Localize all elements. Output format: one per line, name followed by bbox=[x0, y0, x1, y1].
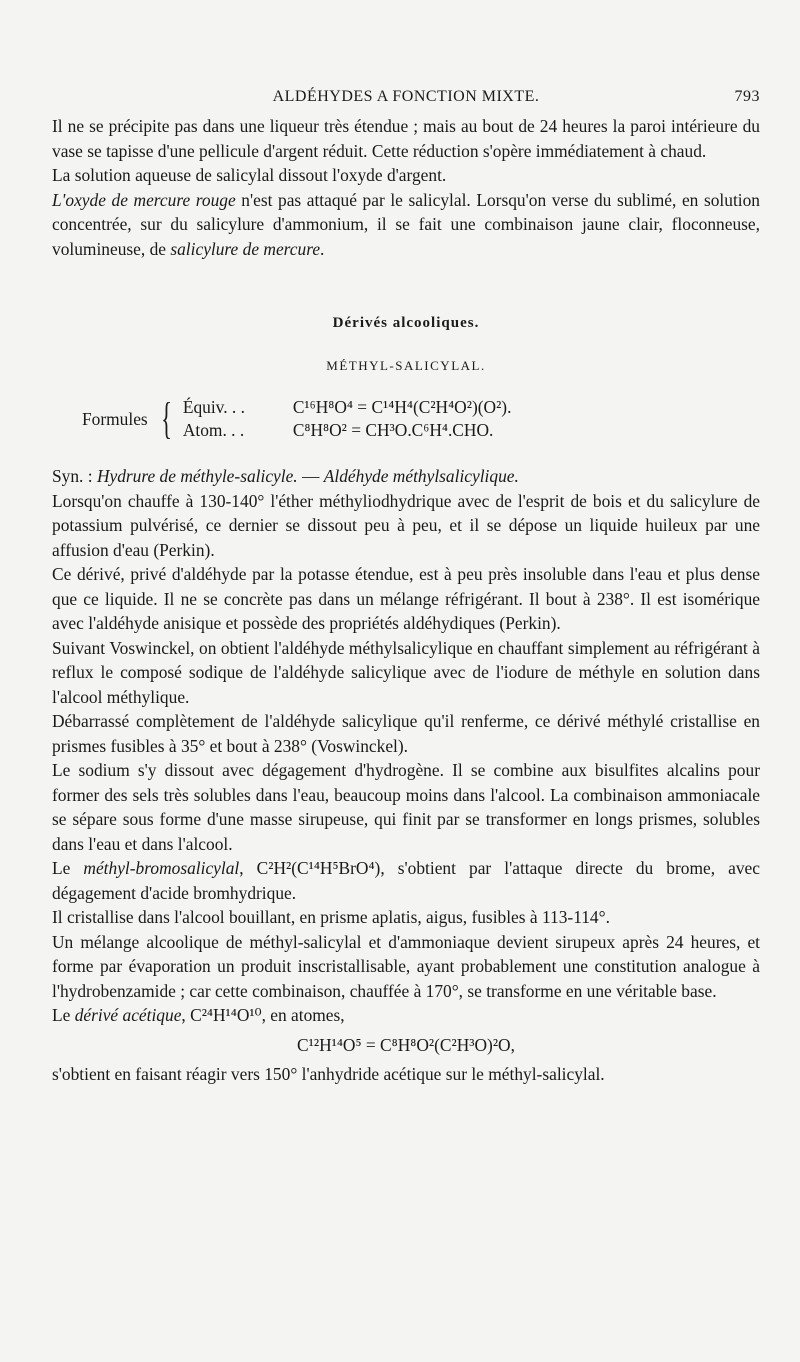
equation: C¹²H¹⁴O⁵ = C⁸H⁸O²(C²H³O)²O, bbox=[297, 1034, 515, 1055]
brace-glyph: { bbox=[160, 394, 172, 443]
formula-row bbox=[183, 396, 733, 419]
text-run: — bbox=[297, 466, 324, 486]
text-run: Syn. : bbox=[52, 466, 97, 486]
paragraph: Il cristallise dans l'alcool bouillant, en prisme aplatis, aigus, fusibles à 113-114°. bbox=[52, 907, 610, 927]
paragraph: Ce dérivé, privé d'aldéhyde par la potasse étendue, est à peu près insoluble dans l'eau et plus dense que ce liquide. Il ne se concrète pas dans un mélange réfrigérant. Il bout à 238°. Il est isomérique avec l'aldéhyde anisique et possède des propriétés aldéhydiques (Perkin). bbox=[52, 564, 760, 633]
formula-row-label: Équiv. . . bbox=[182, 397, 245, 417]
formula-row-value: C⁸H⁸O² = CH³O.C⁶H⁴.CHO. bbox=[292, 420, 494, 440]
header-title: ALDÉHYDES A FONCTION MIXTE. bbox=[272, 88, 540, 105]
italic-term: Hydrure de méthyle-salicyle. bbox=[96, 466, 298, 486]
text-run: , C²⁴H¹⁴O¹⁰, en atomes, bbox=[181, 1005, 345, 1025]
paragraph: Il ne se précipite pas dans une liqueur très étendue ; mais au bout de 24 heures la paroi intérieure du vase se tapisse d'une pellicule d'argent réduit. Cette réduction s'opère immédiatement à chaud. bbox=[52, 116, 760, 161]
italic-term: dérivé acétique bbox=[74, 1005, 182, 1025]
paragraph: Suivant Voswinckel, on obtient l'aldéhyde méthylsalicylique en chauffant simplement au réfrigérant à reflux le composé sodique de l'aldéhyde salicylique avec de l'iodure de méthyle en solution dans l'alcool méthylique. bbox=[52, 637, 760, 707]
italic-term: Aldéhyde méthylsalicylique. bbox=[323, 466, 519, 486]
text-run: Le bbox=[52, 1005, 75, 1025]
italic-term: salicylure de mercure bbox=[170, 238, 321, 259]
paragraph-acetic bbox=[52, 1003, 760, 1028]
text-run: Le bbox=[52, 858, 84, 878]
paragraph-bromo bbox=[52, 856, 760, 905]
italic-term: L'oxyde de mercure rouge bbox=[52, 189, 236, 210]
formula-block bbox=[82, 396, 760, 442]
text-run: , C²H²(C¹⁴H⁵BrO⁴), s'obtient par l'attaque directe du brome, avec dégagement d'acide bromhydrique. bbox=[52, 858, 760, 903]
paragraph: Un mélange alcoolique de méthyl-salicylal et d'ammoniaque devient sirupeux après 24 heures, et forme par évaporation un produit inscristallisable, ayant probablement une constitution analogue à l'hydrobenzamide ; car cette combinaison, chauffée à 170°, se transforme en une véritable base. bbox=[52, 931, 760, 1001]
paragraph: Le sodium s'y dissout avec dégagement d'hydrogène. Il se combine aux bisulfites alcalins pour former des sels très solubles dans l'eau, beaucoup moins dans l'alcool. La combinaison ammoniacale se sépare sous forme d'une masse sirupeuse, qui finit par se transformer en longs prismes, solubles dans l'eau et dans l'alcool. bbox=[52, 760, 760, 854]
paragraph: Débarrassé complètement de l'aldéhyde salicylique qu'il renferme, ce dérivé méthylé cristallise en prismes fusibles à 35° et bout à 238° (Voswinckel). bbox=[52, 711, 760, 756]
synonyms-line bbox=[52, 464, 760, 489]
page-number: 793 bbox=[734, 88, 760, 105]
running-header bbox=[52, 88, 760, 114]
formula-label: Formules bbox=[82, 408, 148, 429]
section-title: Dérivés alcooliques. bbox=[332, 315, 480, 331]
formula-row bbox=[183, 419, 733, 442]
italic-term: méthyl-bromosalicylal bbox=[83, 858, 240, 878]
text-run: n'est pas attaqué par le salicylal. Lorsqu'on verse du sublimé, en solution concentrée, sur du salicylure d'ammonium, il se fait une combinaison jaune clair, floconneuse, volumineuse, de bbox=[52, 189, 760, 259]
paragraph: La solution aqueuse de salicylal dissout l'oxyde d'argent. bbox=[52, 165, 447, 185]
text-run: . bbox=[320, 238, 325, 259]
paragraph-mercury bbox=[52, 188, 760, 262]
formula-row-value: C¹⁶H⁸O⁴ = C¹⁴H⁴(C²H⁴O²)(O²). bbox=[292, 397, 512, 417]
subsection-title: MÉTHYL-SALICYLAL. bbox=[326, 358, 486, 373]
formula-row-label: Atom. . . bbox=[182, 420, 245, 440]
paragraph: Lorsqu'on chauffe à 130-140° l'éther méthyliodhydrique avec de l'esprit de bois et du salicylure de potassium pulvérisé, ce dernier se dissout peu à peu, et il se dépose un liquide huileux par une affusion d'eau (Perkin). bbox=[52, 490, 760, 560]
paragraph: s'obtient en faisant réagir vers 150° l'anhydride acétique sur le méthyl-salicylal. bbox=[52, 1063, 605, 1084]
